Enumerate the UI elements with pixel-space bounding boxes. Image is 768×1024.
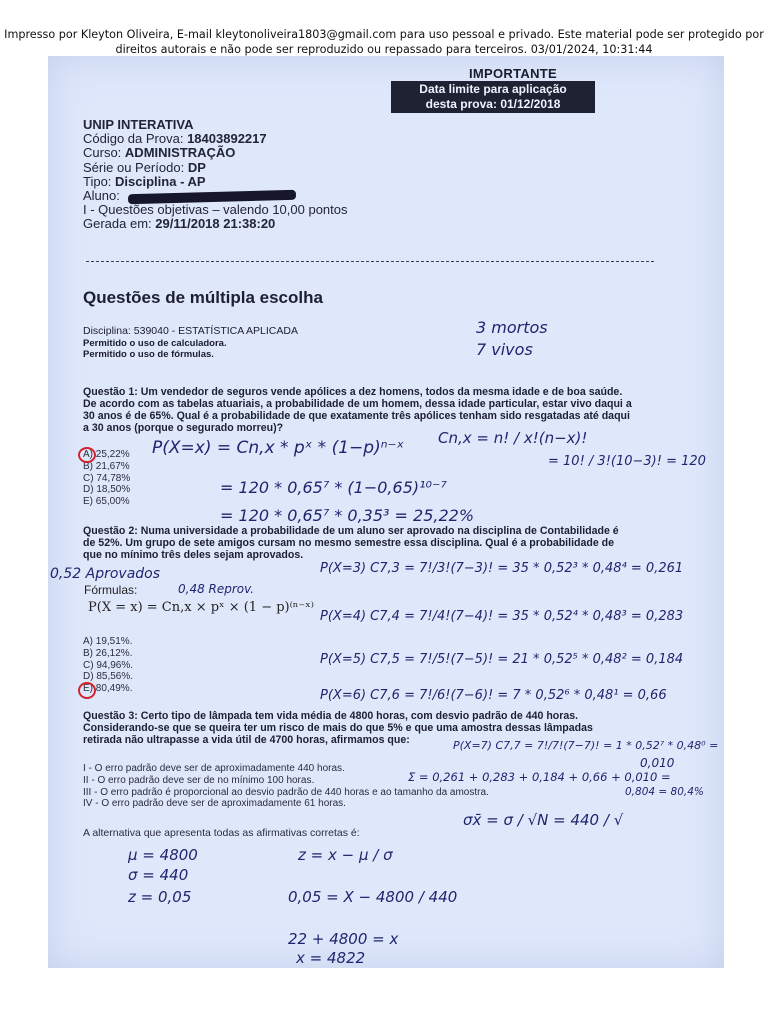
hand-q3-substitution: 0,05 = X − 4800 / 440 <box>288 888 458 906</box>
q3-line1: Questão 3: Certo tipo de lâmpada tem vida média de 4800 horas, com desvio padrão de 440 horas. <box>83 710 579 722</box>
q3-prompt: A alternativa que apresenta todas as afirmativas corretas é: <box>83 827 360 839</box>
hand-q2-x7-value: 0,010 <box>640 756 675 770</box>
calculator-note: Permitido o uso de calculadora. <box>83 337 227 349</box>
q1-line3: 30 anos é de 65%. Qual é a probabilidade de que exatamente três apólices tenham sido resgatadas até daqui <box>83 410 630 422</box>
q1-option-c[interactable]: C) 74,78% <box>83 472 131 484</box>
series-value: DP <box>187 159 206 175</box>
type-row <box>83 175 643 189</box>
hand-q2-x4: P(X=4) C7,4 = 7!/4!(7−4)! = 35 * 0,52⁴ * 0,48³ = 0,283 <box>320 609 684 624</box>
q1-option-e[interactable]: E) 65,00% <box>83 496 130 508</box>
hand-q3-result2: x = 4822 <box>296 949 366 967</box>
q1-option-d[interactable]: D) 18,50% <box>83 484 131 496</box>
hand-q2-x7: P(X=7) C7,7 = 7!/7!(7−7)! = 1 * 0,52⁷ * 0,48⁰ = <box>453 739 719 752</box>
q2-option-c[interactable]: C) 94,96%. <box>83 659 134 671</box>
q3-item-3: III - O erro padrão é proporcional ao desvio padrão de 440 horas e ao tamanho da amostra. <box>83 786 489 798</box>
deadline-line2: desta prova: 01/12/2018 <box>425 97 561 111</box>
dashed-divider <box>86 261 654 262</box>
hand-q2-aprovados: 0,52 Aprovados <box>50 566 161 582</box>
q2-line3: que no mínimo três deles sejam aprovados. <box>83 549 304 561</box>
q3-line2: Considerando-se que se queira ter um risco de mais do que 5% e que uma amostra dessas lâmpadas <box>83 722 593 734</box>
exam-code-row <box>83 132 643 146</box>
hand-q1-step2: = 120 * 0,65⁷ * 0,35³ = 25,22% <box>220 506 475 525</box>
hand-q2-sum: Σ = 0,261 + 0,283 + 0,184 + 0,66 + 0,010 = <box>408 770 671 784</box>
hand-q3-mu: μ = 4800 <box>128 846 198 864</box>
q1-answer-circle <box>78 447 96 463</box>
discipline-block <box>83 326 403 361</box>
hand-q1-comb: Cn,x = n! / x!(n−x)! <box>438 429 588 447</box>
formulas-label: Fórmulas: <box>84 583 138 597</box>
q3-item-4: IV - O erro padrão deve ser de aproximadamente 61 horas. <box>83 798 346 810</box>
generated-row <box>83 217 643 231</box>
hand-q1-formula: P(X=x) = Cn,x * pˣ * (1−p)ⁿ⁻ˣ <box>152 438 404 458</box>
institution: UNIP INTERATIVA <box>83 117 194 132</box>
course-label: Curso: <box>83 145 122 161</box>
type-value: Disciplina - AP <box>115 173 206 189</box>
exam-code-value: 18403892217 <box>187 131 267 147</box>
exam-info <box>83 118 643 232</box>
type-label: Tipo: <box>83 173 112 189</box>
discipline: Disciplina: 539040 - ESTATÍSTICA APLICADA <box>83 325 298 337</box>
series-row <box>83 161 643 175</box>
question-2 <box>83 525 723 561</box>
questions-line: I - Questões objetivas – valendo 10,00 pontos <box>83 202 348 218</box>
formula-note: Permitido o uso de fórmulas. <box>83 349 214 360</box>
print-header-line1: Impresso por Kleyton Oliveira, E-mail kleytonoliveira1803@gmail.com para uso pessoal e privado. Este material pode ser protegido por <box>4 28 764 41</box>
binomial-formula: P(X = x) = Cn,x × pˣ × (1 − p)⁽ⁿ⁻ˣ⁾ <box>88 600 314 615</box>
exam-code-label: Código da Prova: <box>83 131 184 147</box>
print-header <box>0 27 768 57</box>
hand-q3-result1: 22 + 4800 = x <box>288 930 399 948</box>
exam-sheet <box>48 56 724 968</box>
deadline-box <box>391 81 595 113</box>
hand-q2-sum-value: 0,804 = 80,4% <box>625 786 704 798</box>
q2-answer-circle <box>78 682 96 699</box>
q3-line3: retirada não ultrapasse a vida útil de 4700 horas, afirmamos que: <box>83 734 410 746</box>
q1-option-b[interactable]: B) 21,67% <box>83 460 130 472</box>
hand-q1-comb-value: = 10! / 3!(10−3)! = 120 <box>548 454 706 469</box>
series-label: Série ou Período: <box>83 159 185 175</box>
question-1 <box>83 386 723 434</box>
q3-item-2: II - O erro padrão deve ser de no mínimo 100 horas. <box>83 774 315 786</box>
hand-q2-reprov: 0,48 Reprov. <box>178 582 255 596</box>
hand-q2-x5: P(X=5) C7,5 = 7!/5!(7−5)! = 21 * 0,52⁵ * 0,48² = 0,184 <box>320 652 684 667</box>
course-value: ADMINISTRAÇÃO <box>124 145 236 161</box>
q2-line2: de 52%. Um grupo de sete amigos cursam no mesmo semestre essa disciplina. Qual é a probabilidade de <box>83 537 615 549</box>
q1-line1: Questão 1: Um vendedor de seguros vende apólices a dez homens, todos da mesma idade e de boa saúde. <box>83 386 623 398</box>
q2-option-a[interactable]: A) 19,51%. <box>83 636 133 647</box>
print-header-line2: direitos autorais e não pode ser reproduzido ou repassado para terceiros. 03/01/2024, 10:31:44 <box>115 43 653 56</box>
q2-option-b[interactable]: B) 26,12%. <box>83 647 133 659</box>
hand-q2-x6: P(X=6) C7,6 = 7!/6!(7−6)! = 7 * 0,52⁶ * 0,48¹ = 0,66 <box>320 688 667 703</box>
student-label: Aluno: <box>83 188 120 204</box>
hand-q2-x3: P(X=3) C7,3 = 7!/3!(7−3)! = 35 * 0,52³ * 0,48⁴ = 0,261 <box>320 561 684 576</box>
hand-q1-step1: = 120 * 0,65⁷ * (1−0,65)¹⁰⁻⁷ <box>220 478 447 497</box>
q1-option-a[interactable]: A) 25,22% <box>83 449 130 460</box>
generated-value: 29/11/2018 21:38:20 <box>155 216 276 232</box>
hand-vivos: 7 vivos <box>476 340 533 359</box>
q2-option-d[interactable]: D) 85,56%. <box>83 671 134 683</box>
q3-item-1: I - O erro padrão deve ser de aproximadamente 440 horas. <box>83 763 345 774</box>
deadline-line1: Data limite para aplicação <box>419 82 567 96</box>
q2-option-e[interactable]: E) 80,49%. <box>83 683 133 695</box>
hand-q3-standard-error: σx̄ = σ / √N = 440 / √ <box>463 811 624 829</box>
q3-items <box>83 763 543 810</box>
hand-q3-z-formula: z = x − μ / σ <box>298 846 393 864</box>
hand-q3-z: z = 0,05 <box>128 888 192 906</box>
course-row <box>83 146 643 160</box>
q1-line2: De acordo com as tabelas atuariais, a probabilidade de um homem, dessa idade particular, estar vivo daqui a <box>83 398 632 410</box>
q2-line1: Questão 2: Numa universidade a probabilidade de um aluno ser aprovado na disciplina de Contabilidade é <box>83 525 619 537</box>
section-title: Questões de múltipla escolha <box>83 288 323 307</box>
notice-title: IMPORTANTE <box>469 66 557 81</box>
student-row <box>83 189 643 203</box>
generated-label: Gerada em: <box>83 216 152 232</box>
q1-line4: a 30 anos (porque o segurado morreu)? <box>83 422 284 434</box>
hand-q3-sigma: σ = 440 <box>128 866 189 884</box>
hand-mortos: 3 mortos <box>476 318 548 337</box>
